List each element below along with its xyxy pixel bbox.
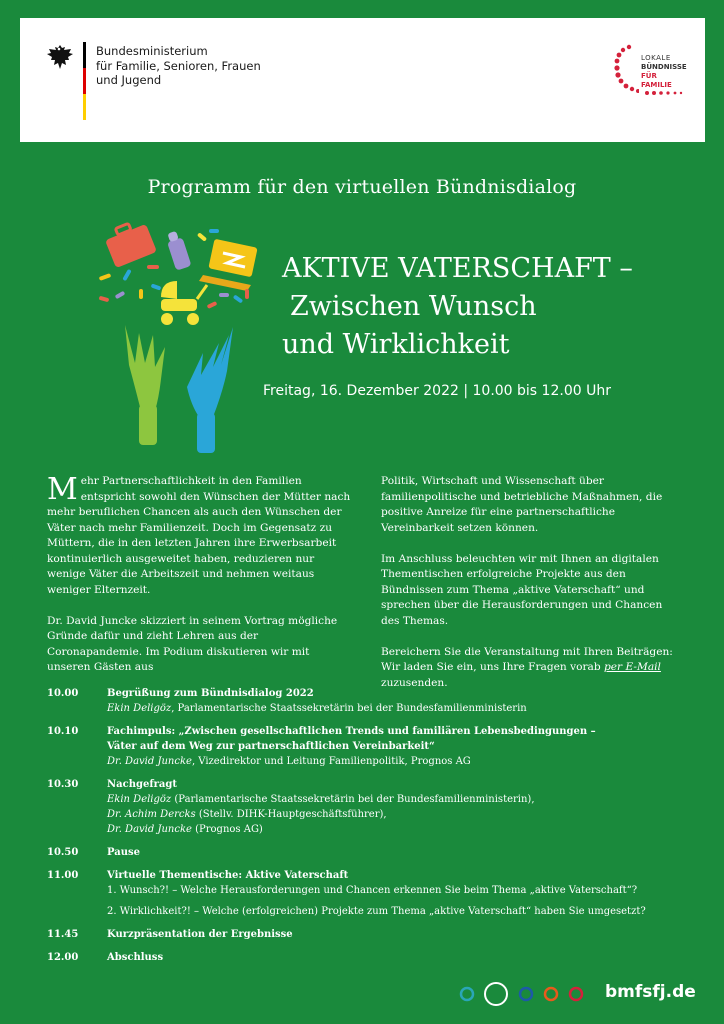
green-hand-icon <box>125 325 165 445</box>
event-title <box>282 250 633 364</box>
schedule-row <box>47 868 687 919</box>
schedule-title-line-1: Fachimpuls: „Zwischen gesellschaftlichen Trends und familiären Lebensbedingungen – <box>107 726 596 737</box>
event-title-line-1: AKTIVE VATERSCHAFT – <box>282 253 633 284</box>
intro-paragraph-5 <box>381 645 681 692</box>
event-title-line-2: Zwischen Wunsch <box>290 291 537 322</box>
federal-eagle-icon <box>46 42 74 72</box>
family-illustration <box>95 215 265 455</box>
panelist-role: (Prognos AG) <box>191 824 263 835</box>
schedule-time: 10.30 <box>47 779 79 790</box>
schedule-title: Virtuelle Thementische: Aktive Vaterschaft <box>107 870 349 881</box>
footer-dot-teal <box>461 988 473 1000</box>
logo-line-1: LOKALE <box>641 54 671 62</box>
schedule-time: 10.00 <box>47 688 79 699</box>
website-link[interactable]: bmfsfj.de <box>605 982 696 1002</box>
schedule-time: 10.10 <box>47 726 79 737</box>
schedule-content <box>107 777 687 837</box>
ministry-line-2: für Familie, Senioren, Frauen <box>96 58 261 73</box>
briefcase-icon <box>105 223 157 268</box>
intro-paragraph-1 <box>47 474 352 598</box>
intro-paragraph-5-end: zuzusenden. <box>381 676 448 689</box>
schedule-content <box>107 724 687 769</box>
footer-dot-blue <box>520 988 532 1000</box>
schedule-row <box>47 724 687 769</box>
schedule-content <box>107 868 687 919</box>
footer-dot-white <box>485 983 507 1005</box>
schedule-time: 11.45 <box>47 929 79 940</box>
schedule-time: 12.00 <box>47 952 79 963</box>
schedule-title: Kurzpräsentation der Ergebnisse <box>107 929 293 940</box>
german-flag-stripe <box>83 42 86 120</box>
laptop-icon <box>199 239 258 291</box>
event-title-line-3: und Wirklichkeit <box>282 329 510 360</box>
program-title: Programm für den virtuellen Bündnisdialog <box>147 176 577 198</box>
event-date: Freitag, 16. Dezember 2022 | 10.00 bis 12.00 Uhr <box>263 383 611 399</box>
drop-cap: M <box>47 472 78 507</box>
blue-hand-icon <box>187 327 233 453</box>
schedule-title: Nachgefragt <box>107 779 177 790</box>
intro-column-right <box>381 474 681 707</box>
lokale-buendnisse-logo <box>619 45 689 95</box>
footer-dots <box>459 980 599 1010</box>
footer-dot-orange <box>545 988 557 1000</box>
schedule-row <box>47 927 687 942</box>
schedule-time: 10.50 <box>47 847 79 858</box>
schedule-question-1: 1. Wunsch?! – Welche Herausforderungen und Chancen erkennen Sie beim Thema „aktive Vaterschaft“? <box>107 885 638 896</box>
intro-paragraph-4: Im Anschluss beleuchten wir mit Ihnen an digitalen Thementischen erfolgreiche Projekte aus den Bündnissen zum Thema „aktive Vaterschaft“ und sprechen über die Herausforderungen und Chancen des Themas. <box>381 552 663 627</box>
schedule-row <box>47 777 687 837</box>
schedule-time: 11.00 <box>47 870 79 881</box>
panelist-role: (Stellv. DIHK-Hauptgeschäftsführer), <box>195 809 387 820</box>
speaker-role: , Vizedirektor und Leitung Familienpolitik, Prognos AG <box>191 756 471 767</box>
baby-bottle-icon <box>167 231 191 271</box>
intro-paragraph-3: Politik, Wirtschaft und Wissenschaft über familienpolitische und betriebliche Maßnahmen, die positive Anreize für eine partnerschaftliche Vereinbarkeit setzen können. <box>381 475 663 534</box>
schedule-row <box>47 950 687 965</box>
ministry-line-1: Bundesministerium <box>96 44 208 58</box>
schedule-title: Begrüßung zum Bündnisdialog 2022 <box>107 688 314 699</box>
logo-text <box>641 54 689 90</box>
speaker-role: , Parlamentarische Staatssekretärin bei der Bundesfamilienministerin <box>171 703 527 714</box>
ministry-name <box>96 44 261 88</box>
logo-line-3: FÜR FAMILIE <box>641 72 672 89</box>
schedule-content <box>107 686 687 716</box>
schedule-question-2: 2. Wirklichkeit?! – Welche (erfolgreichen) Projekte zum Thema „aktive Vaterschaft“ haben Sie umgesetzt? <box>107 906 646 917</box>
speaker-name: Dr. David Juncke <box>107 756 192 767</box>
schedule-row <box>47 686 687 716</box>
ministry-line-3: und Jugend <box>96 73 162 87</box>
schedule-title: Pause <box>107 847 140 858</box>
panelist-name: Dr. David Juncke <box>107 824 192 835</box>
intro-paragraph-2: Dr. David Juncke skizziert in seinem Vortrag mögliche Gründe dafür und zieht Lehren aus der Coronapandemie. Im Podium diskutieren wir mit unseren Gästen aus <box>47 614 338 673</box>
speaker-name: Ekin Deligöz <box>107 703 172 714</box>
panelist-name: Ekin Deligöz <box>107 794 172 805</box>
email-link[interactable]: per E-Mail <box>604 661 661 673</box>
schedule-title-line-2: Väter auf dem Weg zur partnerschaftlichen Vereinbarkeit“ <box>107 741 435 752</box>
intro-paragraph-1-text: ehr Partnerschaftlichkeit in den Familien entspricht sowohl den Wünschen der Mütter nach mehr beruflichen Chancen als auch den Wünschen der Väter nach mehr Familienzeit. Doch im Gegensatz zu Müttern, die in den letzten Jahren ihre Erwerbsarbeit kontinuierlich ausgeweitet haben, reduzieren nur wenige Väter die Arbeitszeit und nehmen weitaus weniger Elternzeit. <box>47 475 351 596</box>
stroller-icon <box>161 281 207 325</box>
panelist-role: (Parlamentarische Staatssekretärin bei der Bundesfamilienministerin), <box>171 794 535 805</box>
dot-ring-icon <box>613 43 639 95</box>
schedule-row <box>47 845 687 860</box>
footer-dot-red <box>570 988 582 1000</box>
schedule <box>47 686 687 973</box>
logo-line-2: BÜNDNISSE <box>641 63 687 71</box>
panelist-name: Dr. Achim Dercks <box>107 809 196 820</box>
header-bar <box>20 18 705 142</box>
intro-paragraph-5-start: Bereichern Sie die Veranstaltung mit Ihren Beiträgen: Wir laden Sie ein, uns Ihre Fragen vorab <box>381 645 673 673</box>
intro-column-left <box>47 474 352 691</box>
schedule-title: Abschluss <box>107 952 164 963</box>
